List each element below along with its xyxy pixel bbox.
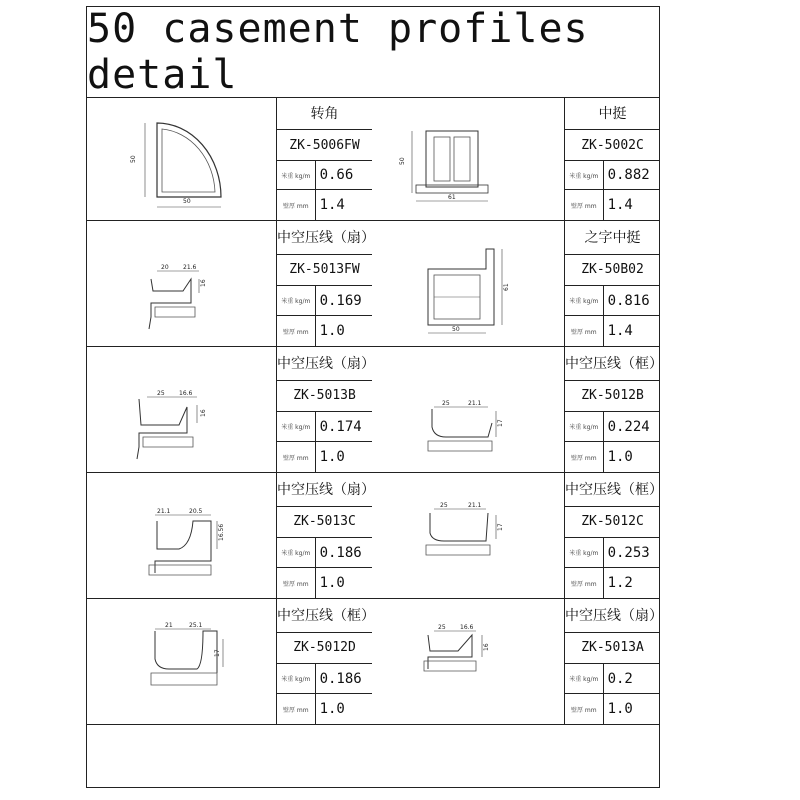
profile-code: ZK-5012B xyxy=(565,381,660,412)
profile-name: 中空压线（扇） xyxy=(277,221,372,255)
thickness-label: 壁厚 mm xyxy=(565,190,604,220)
dim-label: 20.5 xyxy=(189,508,203,515)
dim-label: 21.1 xyxy=(468,502,482,509)
table-row xyxy=(87,97,659,221)
profile-code: ZK-5013B xyxy=(277,381,372,412)
weight-value: 0.186 xyxy=(319,670,362,687)
spec-table-right xyxy=(564,347,663,472)
dim-label: 25 xyxy=(440,502,448,509)
profile-name: 中空压线（框） xyxy=(565,347,660,381)
weight-value: 0.66 xyxy=(319,167,354,184)
profile-drawing-corner xyxy=(87,97,276,220)
dim-label: 25 xyxy=(442,400,450,407)
profile-drawing-z-mullion xyxy=(372,221,564,346)
thickness-value: 1.4 xyxy=(607,197,633,214)
dim-label: 16 xyxy=(200,279,207,287)
profile-drawing-frame-bead xyxy=(372,347,564,472)
dim-label: 16.6 xyxy=(460,624,474,631)
profile-drawing-frame-bead xyxy=(87,599,276,724)
thickness-label: 壁厚 mm xyxy=(277,190,316,220)
table-row xyxy=(87,599,663,725)
thickness-value: 1.2 xyxy=(607,575,633,591)
profile-drawing-glazing-bead xyxy=(372,599,564,724)
dim-label: 50 xyxy=(130,155,137,163)
thickness-value: 1.4 xyxy=(319,197,345,214)
weight-value: 0.224 xyxy=(607,418,650,435)
profile-name: 中空压线（框） xyxy=(565,473,660,507)
dim-label: 16.6 xyxy=(179,390,193,397)
weight-value: 0.253 xyxy=(607,544,650,561)
dim-label: 50 xyxy=(452,326,460,333)
empty-footer-row xyxy=(87,725,659,787)
dim-label: 50 xyxy=(183,198,191,205)
spec-table-left xyxy=(276,97,372,220)
dim-label: 61 xyxy=(448,194,456,201)
weight-label: 米重 kg/m xyxy=(565,538,604,567)
dim-label: 21.1 xyxy=(468,400,482,407)
profile-name: 之字中挺 xyxy=(565,221,660,255)
weight-value: 0.169 xyxy=(319,292,362,309)
spec-table-right xyxy=(564,473,663,598)
profile-code: ZK-5006FW xyxy=(277,130,372,161)
profile-name: 中空压线（框） xyxy=(277,599,372,633)
weight-label: 米重 kg/m xyxy=(565,286,604,315)
dim-label: 16 xyxy=(200,409,207,417)
dim-label: 17 xyxy=(497,523,504,531)
spec-table-right xyxy=(564,221,660,346)
dim-label: 20 xyxy=(161,264,169,271)
weight-value: 0.2 xyxy=(607,670,633,687)
spec-table-left xyxy=(276,347,375,472)
table-row xyxy=(87,221,659,347)
dim-label: 21.1 xyxy=(157,508,171,515)
thickness-label: 壁厚 mm xyxy=(565,694,604,724)
weight-label: 米重 kg/m xyxy=(277,664,316,693)
profile-name: 转角 xyxy=(277,97,372,130)
dim-label: 25 xyxy=(157,390,165,397)
thickness-value: 1.0 xyxy=(319,323,345,339)
spec-table-left xyxy=(276,599,375,724)
spec-table-left xyxy=(276,221,375,346)
thickness-label: 壁厚 mm xyxy=(565,316,604,346)
thickness-label: 壁厚 mm xyxy=(277,568,316,598)
spec-table-right xyxy=(564,599,663,724)
profile-code: ZK-5013C xyxy=(277,507,372,538)
profile-name: 中空压线（扇） xyxy=(277,473,372,507)
spec-table-right xyxy=(564,97,660,220)
weight-label: 米重 kg/m xyxy=(277,161,316,190)
weight-value: 0.174 xyxy=(319,418,362,435)
thickness-value: 1.0 xyxy=(607,449,633,465)
dim-label: 21.6 xyxy=(183,264,197,271)
profile-code: ZK-5012C xyxy=(565,507,660,538)
profile-drawing-glazing-bead xyxy=(87,221,276,346)
thickness-value: 1.4 xyxy=(607,323,633,339)
profile-drawing-glazing-bead xyxy=(87,347,276,472)
thickness-label: 壁厚 mm xyxy=(277,442,316,472)
dim-label: 25.1 xyxy=(189,622,203,629)
dim-label: 17 xyxy=(497,419,504,427)
thickness-label: 壁厚 mm xyxy=(277,694,316,724)
weight-label: 米重 kg/m xyxy=(277,412,316,441)
profile-code: ZK-5013FW xyxy=(277,255,372,286)
weight-label: 米重 kg/m xyxy=(277,286,316,315)
thickness-value: 1.0 xyxy=(607,701,633,717)
dim-label: 21 xyxy=(165,622,173,629)
profile-drawing-glazing-bead xyxy=(87,473,276,598)
profile-name: 中空压线（扇） xyxy=(277,347,372,381)
dim-label: 50 xyxy=(399,157,406,165)
profile-code: ZK-5013A xyxy=(565,633,660,664)
thickness-value: 1.0 xyxy=(319,449,345,465)
thickness-value: 1.0 xyxy=(319,701,345,717)
profile-code: ZK-50B02 xyxy=(565,255,660,286)
dim-label: 17 xyxy=(214,649,221,657)
dim-label: 16.56 xyxy=(218,523,225,541)
weight-label: 米重 kg/m xyxy=(565,412,604,441)
table-row xyxy=(87,473,663,599)
profile-drawing-mullion xyxy=(372,97,564,220)
weight-label: 米重 kg/m xyxy=(565,161,604,190)
table-row xyxy=(87,347,663,473)
spec-sheet xyxy=(86,6,663,788)
weight-value: 0.816 xyxy=(607,292,650,309)
thickness-value: 1.0 xyxy=(319,575,345,591)
thickness-label: 壁厚 mm xyxy=(277,316,316,346)
profile-drawing-frame-bead xyxy=(372,473,564,598)
thickness-label: 壁厚 mm xyxy=(565,442,604,472)
weight-value: 0.186 xyxy=(319,544,362,561)
weight-label: 米重 kg/m xyxy=(565,664,604,693)
profile-name: 中空压线（扇） xyxy=(565,599,660,633)
spec-table-left xyxy=(276,473,375,598)
dim-label: 16 xyxy=(483,643,490,651)
page-title: 50 casement profiles detail xyxy=(87,7,659,98)
thickness-label: 壁厚 mm xyxy=(565,568,604,598)
profile-name: 中挺 xyxy=(565,97,660,130)
profile-code: ZK-5002C xyxy=(565,130,660,161)
weight-value: 0.882 xyxy=(607,167,650,184)
dim-label: 25 xyxy=(438,624,446,631)
profile-code: ZK-5012D xyxy=(277,633,372,664)
weight-label: 米重 kg/m xyxy=(277,538,316,567)
dim-label: 61 xyxy=(503,283,510,291)
